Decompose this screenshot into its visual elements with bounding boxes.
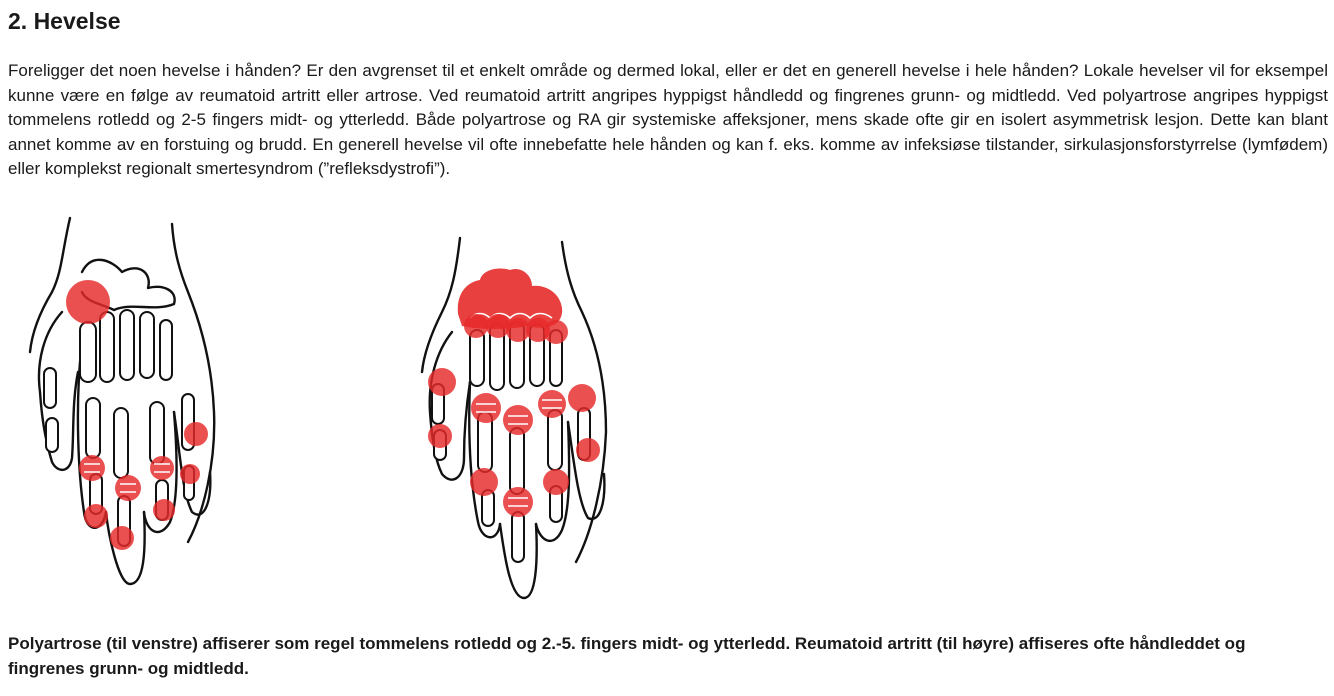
polyarthrosis-hand-figure [22, 212, 222, 592]
hand-illustration-icon [22, 212, 222, 592]
rheumatoid-arthritis-hand-figure [412, 212, 612, 607]
section-paragraph: Foreligger det noen hevelse i hånden? Er den avgrenset til et enkelt område og dermed lokal, eller er det en generell hevelse i hele hånden? Lokale hevelser vil for eksempel kunne være en følge av reumatoid artritt eller artrose. Ved reumatoid artritt angripes hyppigst håndledd og fingrenes grunn- og midtledd. Ved polyartrose angripes hyppigst tommelens rotledd og 2-5 fingers midt- og ytterledd. Både polyartrose og RA gir systemiske affeksjoner, mens skade ofte gir en isolert asymmetrisk lesjon. Dette kan blant annet komme av en forstuing og brudd. En generell hevelse vil ofte innebefatte hele hånden og kan f. eks. komme av infeksiøse tilstander, sirkulasjonsforstyrrelse (lymfødem) eller komplekst regionalt smertesyndrom (”refleksdystrofi”). [8, 61, 1328, 179]
hand-illustration-icon [412, 212, 612, 607]
section-heading: 2. Hevelse [8, 8, 121, 34]
figure-caption: Polyartrose (til venstre) affiserer som regel tommelens rotledd og 2.-5. fingers midt- og ytterledd. Reumatoid artritt (til høyre) affiseres ofte håndleddet og fingrenes grunn- og midtledd. [8, 634, 1246, 678]
